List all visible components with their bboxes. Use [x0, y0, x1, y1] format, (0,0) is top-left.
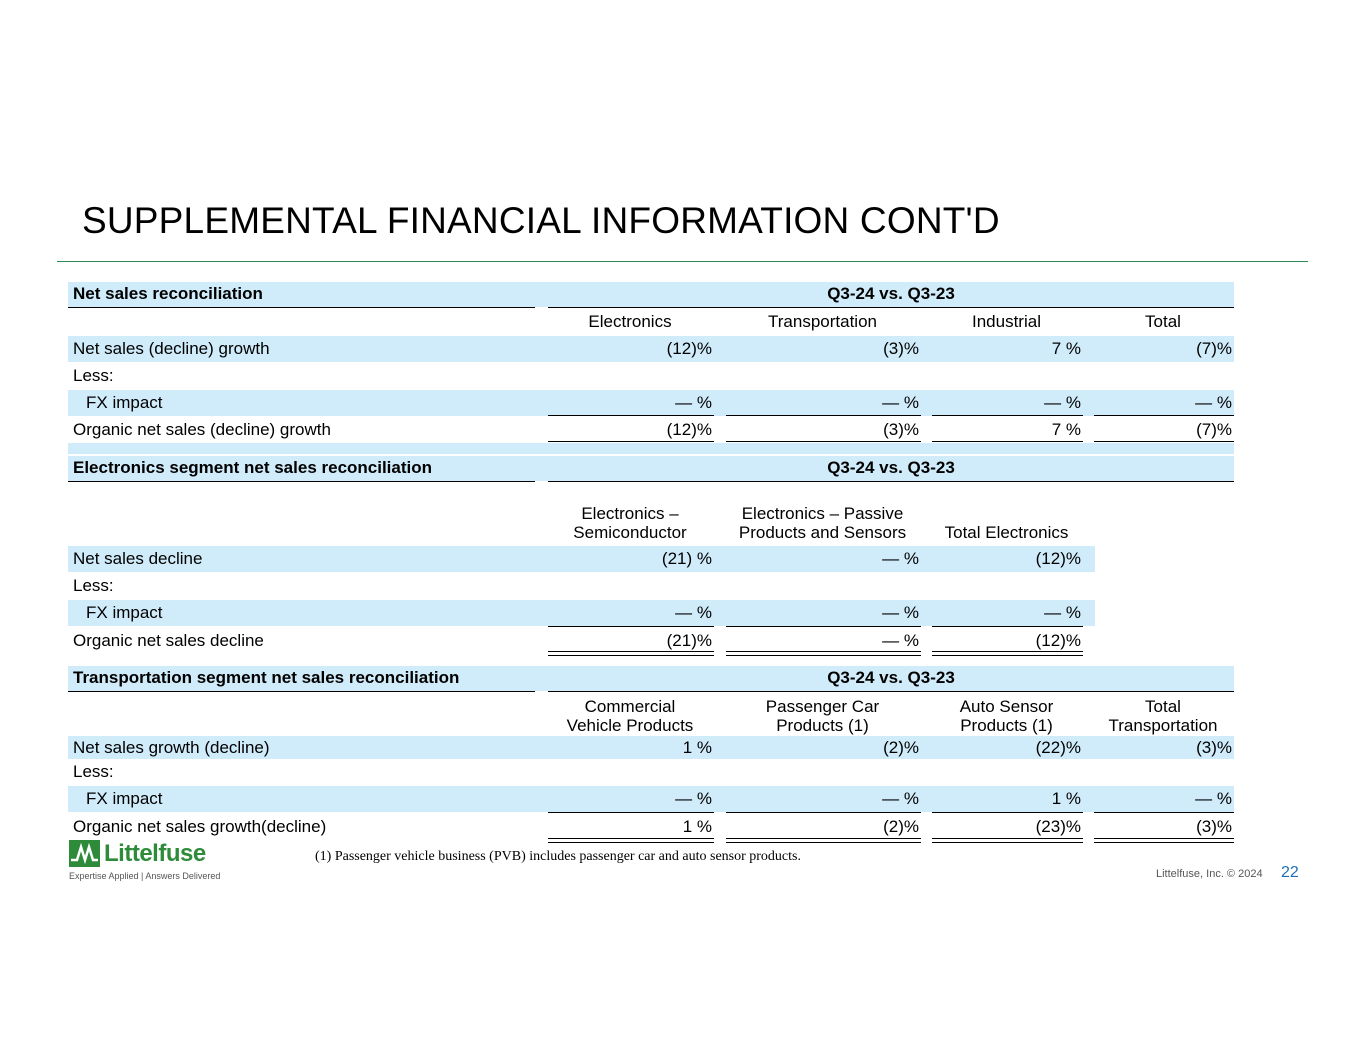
row-label: Organic net sales decline: [73, 631, 264, 650]
row-label: Net sales (decline) growth: [73, 339, 270, 358]
value-cell: (21) %: [661, 549, 712, 568]
value-cell: (7)%: [1196, 339, 1232, 358]
value-cell: (2)%: [883, 817, 919, 836]
subtotal-line: [548, 626, 714, 627]
column-header: Electronics: [588, 312, 672, 331]
total-double-line: [932, 651, 1083, 656]
value-cell: (12)%: [666, 420, 712, 439]
column-header: Transportation: [768, 312, 877, 331]
total-double-line: [726, 838, 921, 843]
total-double-line: [1094, 838, 1234, 843]
row-label: FX impact: [86, 789, 163, 808]
subtotal-line: [548, 415, 714, 416]
subtotal-line: [726, 626, 921, 627]
column-header: Total: [1145, 697, 1181, 716]
value-cell: 1 %: [682, 817, 712, 836]
period-label: Q3-24 vs. Q3-23: [827, 284, 955, 303]
total-double-line: [548, 838, 714, 843]
column-header: Transportation: [1108, 716, 1218, 735]
row-label: Less:: [73, 576, 114, 595]
row-label: FX impact: [86, 603, 163, 622]
subtotal-line: [932, 812, 1083, 813]
column-header-row: [68, 696, 1234, 736]
column-header-row: [68, 310, 1234, 332]
row-label: Organic net sales (decline) growth: [73, 420, 331, 439]
subtotal-line: [1094, 415, 1234, 416]
total-double-line: [548, 651, 714, 656]
column-header: Products (1): [776, 716, 869, 735]
value-cell: 1 %: [682, 738, 712, 757]
value-cell: (3)%: [1196, 738, 1232, 757]
table-row: [68, 736, 1234, 759]
section-spacer: [68, 443, 1234, 454]
page-number: 22: [1281, 864, 1299, 881]
value-cell: (2)%: [883, 738, 919, 757]
column-header: Passenger Car: [765, 697, 880, 716]
column-header-row: [68, 503, 1234, 543]
value-cell: — %: [882, 789, 919, 808]
table-row: [68, 600, 1095, 626]
table-row: [68, 546, 1095, 572]
value-cell: (23)%: [1035, 817, 1081, 836]
value-cell: (3)%: [883, 420, 919, 439]
row-label: Net sales growth (decline): [73, 738, 270, 757]
total-double-line: [932, 838, 1083, 843]
logo-mark-icon: [69, 840, 100, 867]
value-cell: (12)%: [666, 339, 712, 358]
row-label: FX impact: [86, 393, 163, 412]
value-cell: — %: [1044, 393, 1081, 412]
header-underline: [68, 481, 535, 482]
period-label: Q3-24 vs. Q3-23: [827, 668, 955, 687]
row-label: Net sales decline: [73, 549, 203, 568]
column-header: Total Electronics: [944, 523, 1069, 542]
value-cell: — %: [675, 789, 712, 808]
page-title: SUPPLEMENTAL FINANCIAL INFORMATION CONT'D: [82, 200, 1000, 241]
title-divider: [57, 261, 1308, 262]
subtotal-line: [932, 626, 1083, 627]
column-header: Total: [1145, 312, 1181, 331]
subtotal-line: [726, 415, 921, 416]
row-label: Organic net sales growth(decline): [73, 817, 327, 836]
total-double-line: [726, 651, 921, 656]
table-row: [68, 419, 1234, 441]
header-underline: [68, 307, 535, 308]
value-cell: — %: [675, 603, 712, 622]
column-header: Products (1): [960, 716, 1053, 735]
column-header: Electronics –: [581, 504, 679, 523]
value-cell: — %: [675, 393, 712, 412]
value-cell: 7 %: [1051, 339, 1081, 358]
value-cell: (7)%: [1196, 420, 1232, 439]
logo-tagline: Expertise Applied | Answers Delivered: [69, 871, 221, 881]
copyright: Littelfuse, Inc. © 2024: [1156, 868, 1263, 880]
footnote: (1) Passenger vehicle business (PVB) includes passenger car and auto sensor products.: [315, 849, 801, 864]
period-underline: [548, 691, 1234, 692]
table-row: [68, 761, 1234, 783]
column-header: Electronics – Passive: [741, 504, 904, 523]
value-cell: (3)%: [1196, 817, 1232, 836]
column-header: Vehicle Products: [566, 716, 694, 735]
value-cell: — %: [882, 549, 919, 568]
period-underline: [548, 481, 1234, 482]
column-header: Semiconductor: [573, 523, 687, 542]
column-header: Auto Sensor: [959, 697, 1054, 716]
period-label: Q3-24 vs. Q3-23: [827, 458, 955, 477]
table-row: [68, 336, 1234, 362]
value-cell: (3)%: [883, 339, 919, 358]
period-underline: [548, 307, 1234, 308]
column-header: Industrial: [972, 312, 1041, 331]
subtotal-line: [548, 812, 714, 813]
table-row: [68, 364, 1234, 386]
subtotal-line: [726, 812, 921, 813]
table-row: [68, 630, 1234, 652]
subtotal-line: [932, 415, 1083, 416]
value-cell: — %: [882, 603, 919, 622]
value-cell: — %: [1195, 393, 1232, 412]
table-row: [68, 786, 1234, 812]
table-row: [68, 390, 1234, 416]
section-heading: Net sales reconciliation: [73, 284, 263, 303]
value-cell: (12)%: [1035, 631, 1081, 650]
subtotal-line: [1094, 812, 1234, 813]
littelfuse-logo: [69, 840, 219, 885]
value-cell: — %: [882, 631, 919, 650]
value-cell: (22)%: [1035, 738, 1081, 757]
value-cell: (12)%: [1035, 549, 1081, 568]
column-header: Commercial: [584, 697, 676, 716]
logo-wordmark: Littelfuse: [104, 840, 206, 867]
table-row: [68, 816, 1234, 838]
value-cell: — %: [1195, 789, 1232, 808]
value-cell: 7 %: [1051, 420, 1081, 439]
header-underline: [68, 691, 535, 692]
row-label: Less:: [73, 366, 114, 385]
value-cell: — %: [882, 393, 919, 412]
value-cell: — %: [1044, 603, 1081, 622]
section-heading: Transportation segment net sales reconciliation: [73, 668, 460, 687]
table-row: [68, 575, 1234, 597]
value-cell: 1 %: [1051, 789, 1081, 808]
row-label: Less:: [73, 762, 114, 781]
value-cell: (21)%: [666, 631, 712, 650]
section-heading: Electronics segment net sales reconciliation: [73, 458, 433, 477]
column-header: Products and Sensors: [738, 523, 907, 542]
